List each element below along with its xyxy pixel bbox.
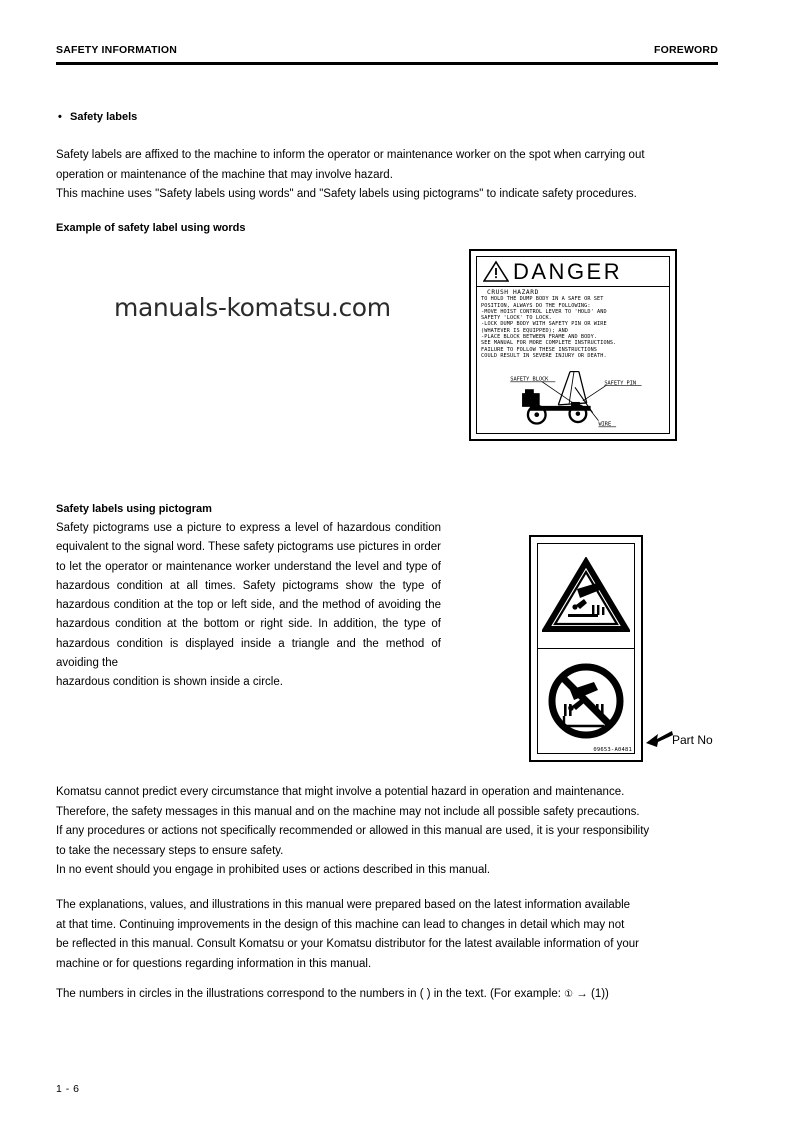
prohibition-circle-icon <box>542 660 630 742</box>
explanations-paragraph <box>56 896 721 974</box>
pictogram-label-inner-frame <box>537 543 635 754</box>
danger-label-figure <box>469 249 677 441</box>
intro-line-2: operation or maintenance of the machine that may involve hazard. <box>56 168 393 181</box>
komatsu-line-2: Therefore, the safety messages in this manual and on the machine may not include all possible safety precautions. <box>56 805 640 818</box>
danger-bullet-1: -MOVE HOIST CONTROL LEVER TO 'HOLD' AND <box>481 308 607 315</box>
pictogram-cell-hazard <box>538 544 634 649</box>
bullet-dot-icon: • <box>58 111 62 123</box>
pictogram-part-number: 09653-A0481 <box>593 747 632 753</box>
circled-number-symbol: ① <box>564 989 574 1000</box>
danger-body-line-2: POSITION, ALWAYS DO THE FOLLOWING: <box>481 302 591 309</box>
danger-footer-line-2: FAILURE TO FOLLOW THESE INSTRUCTIONS <box>481 346 598 353</box>
header-right-title: FOREWORD <box>653 44 718 56</box>
explanations-line-1: The explanations, values, and illustrations in this manual were prepared based on the latest information available <box>56 899 631 911</box>
callout-wire: WIRE <box>598 421 612 428</box>
danger-signal-word: DANGER <box>513 258 623 284</box>
crush-hazard-triangle-icon <box>542 557 630 635</box>
warning-triangle-icon <box>483 260 509 283</box>
numbers-in-circles-paragraph <box>56 985 721 1005</box>
intro-paragraph <box>56 146 721 205</box>
arrow-left-icon <box>645 729 675 751</box>
pictogram-label-figure <box>529 535 643 762</box>
numbers-suffix: → (1)) <box>573 988 609 1000</box>
komatsu-disclaimer-paragraph <box>56 783 721 881</box>
callout-safety-pin: SAFETY PIN <box>604 380 637 387</box>
pictogram-section-body <box>56 519 441 693</box>
explanations-line-3: be reflected in this manual. Consult Komatsu or your Komatsu distributor for the latest available information of your <box>56 938 639 950</box>
pictogram-body-last-line: hazardous condition is shown inside a circle. <box>56 676 283 689</box>
komatsu-line-3: If any procedures or actions not specifically recommended or allowed in this manual are used, it is your responsibility <box>56 825 650 837</box>
page-header <box>56 44 718 56</box>
danger-label-inner-frame <box>476 256 670 434</box>
footer-page-number: 1 - 6 <box>56 1083 80 1095</box>
danger-label-header <box>477 257 669 287</box>
header-divider <box>56 62 718 65</box>
dump-truck-diagram <box>477 369 669 431</box>
header-left-title: SAFETY INFORMATION <box>56 44 178 56</box>
intro-line-3: This machine uses "Safety labels using words" and "Safety labels using pictograms" to indicate safety procedures. <box>56 188 637 200</box>
section-bullet-label: Safety labels <box>70 111 138 123</box>
pictogram-cell-prohibition <box>538 649 634 753</box>
explanations-line-4: machine or for questions regarding information in this manual. <box>56 957 372 970</box>
danger-bullet-1b: SAFETY 'LOCK' TO LOCK. <box>481 315 552 322</box>
numbers-prefix: The numbers in circles in the illustrations correspond to the numbers in ( ) in the text. (For example: <box>56 988 565 1000</box>
pictogram-section-heading: Safety labels using pictogram <box>56 503 212 515</box>
explanations-line-2: at that time. Continuing improvements in the design of this machine can lead to changes in detail which may not <box>56 918 625 931</box>
danger-body-line-1: TO HOLD THE DUMP BODY IN A SAFE OR SET <box>481 296 604 303</box>
danger-footer-line-3: COULD RESULT IN SEVERE INJURY OR DEATH. <box>481 352 607 359</box>
example-words-heading: Example of safety label using words <box>56 222 246 234</box>
intro-line-1: Safety labels are affixed to the machine to inform the operator or maintenance worker on the spot when carrying out <box>56 149 645 161</box>
danger-footer-line-1: SEE MANUAL FOR MORE COMPLETE INSTRUCTIONS. <box>481 340 617 347</box>
komatsu-line-1: Komatsu cannot predict every circumstance that might involve a potential hazard in operation and maintenance. <box>56 786 625 798</box>
danger-bullet-3: -PLACE BLOCK BETWEEN FRAME AND BODY. <box>481 334 598 341</box>
komatsu-line-5: In no event should you engage in prohibited uses or actions described in this manual. <box>56 864 491 876</box>
danger-label-body <box>477 287 669 433</box>
callout-safety-block: SAFETY BLOCK <box>510 376 549 383</box>
danger-bullet-2b: (WHATEVER IS EQUIPPED); AND <box>481 327 569 334</box>
watermark-text: manuals-komatsu.com <box>114 293 391 322</box>
komatsu-line-4: to take the necessary steps to ensure safety. <box>56 844 284 857</box>
pictogram-body-text: Safety pictograms use a picture to express a level of hazardous condition equivalent to the signal word. These safety pictograms use pictures in order to let the operator or maintenance worker understand the level and type of hazardous condition at all times. Safety pictograms show the type of hazardous condition at the top or left side, and the method of avoiding the hazardous condition at the bottom or right side. In addition, the type of hazardous condition is displayed inside a triangle and the method of avoiding the <box>56 522 441 670</box>
danger-body-title: CRUSH HAZARD <box>487 289 539 296</box>
part-no-callout-label: Part No <box>672 733 713 747</box>
section-bullet-heading <box>58 111 137 123</box>
danger-bullet-2: -LOCK DUMP BODY WITH SAFETY PIN OR WIRE <box>481 321 607 328</box>
